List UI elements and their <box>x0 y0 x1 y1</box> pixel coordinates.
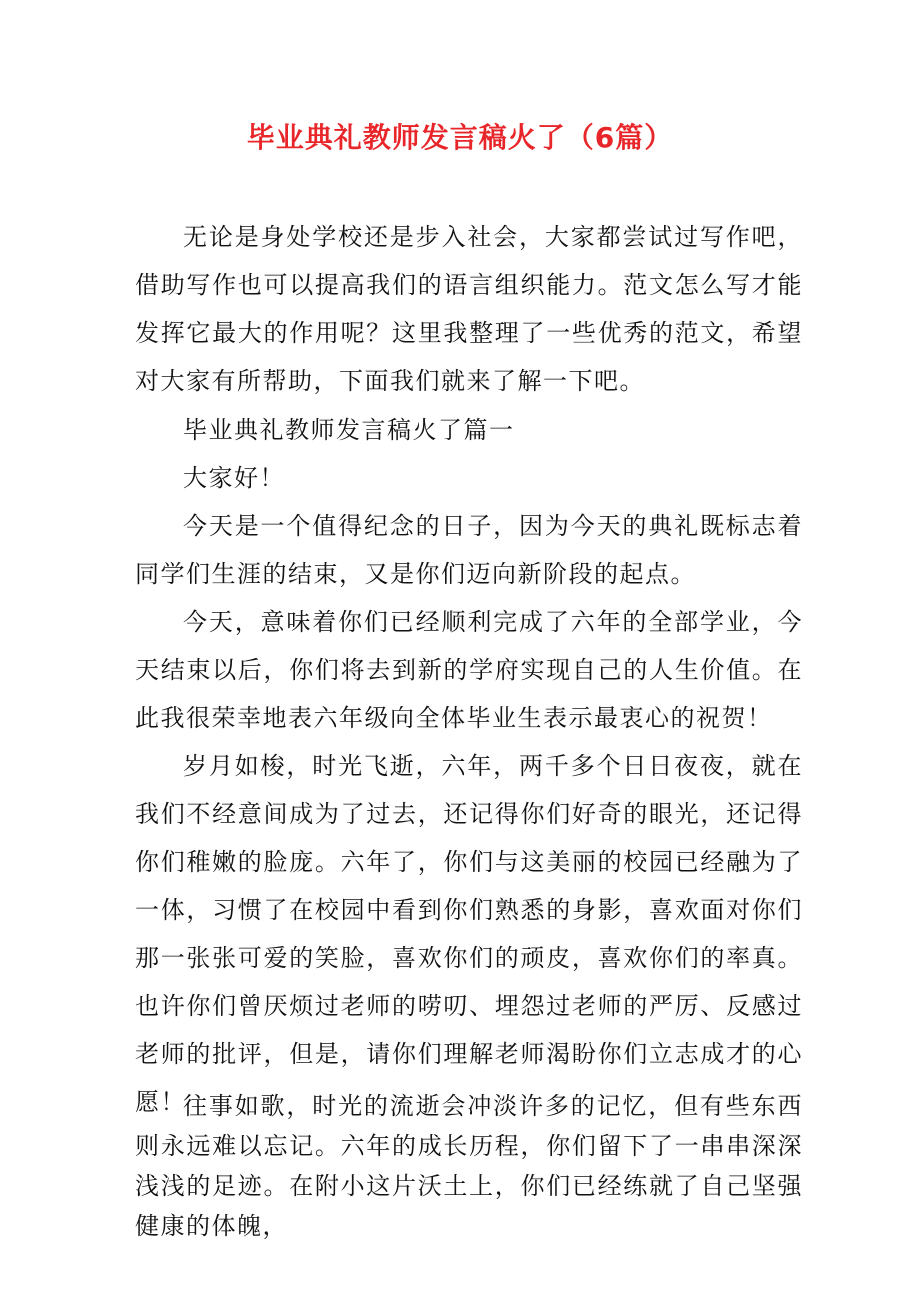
paragraph-block <box>135 742 803 1126</box>
section-heading: 毕业典礼教师发言稿火了篇一 <box>183 416 515 444</box>
paragraph-block <box>135 502 803 598</box>
paragraph-text: 岁月如梭，时光飞逝，六年，两千多个日日夜夜，就在我们不经意间成为了过去，还记得你们好奇的眼光，还记得你们稚嫩的脸庞。六年了，你们与这美丽的校园已经融为了一体，习惯了在校园中看到你们熟悉的身影，喜欢面对你们那一张张可爱的笑脸，喜欢你们的顽皮，喜欢你们的率真。也许你们曾厌烦过老师的唠叨、埋怨过老师的严厉、反感过老师的批评，但是，请你们理解老师渴盼你们立志成才的心愿！ <box>135 752 803 1116</box>
greeting-text: 大家好！ <box>183 464 285 492</box>
paragraph-text: 今天是一个值得纪念的日子，因为今天的典礼既标志着同学们生涯的结束，又是你们迈向新阶段的起点。 <box>135 512 803 588</box>
paragraph-text: 往事如歌，时光的流逝会冲淡许多的记忆，但有些东西则永远难以忘记。六年的成长历程，你们留下了一串串深深浅浅的足迹。在附小这片沃土上，你们已经练就了自己坚强健康的体魄， <box>135 1092 803 1240</box>
paragraph-text: 今天，意味着你们已经顺利完成了六年的全部学业，今天结束以后，你们将去到新的学府实现自己的人生价值。在此我很荣幸地表六年级向全体毕业生表示最衷心的祝贺！ <box>135 608 803 732</box>
greeting-block <box>135 454 803 502</box>
paragraph-block <box>135 598 803 742</box>
intro-text: 无论是身处学校还是步入社会，大家都尝试过写作吧，借助写作也可以提高我们的语言组织能力。范文怎么写才能发挥它最大的作用呢？这里我整理了一些优秀的范文，希望对大家有所帮助，下面我们就来了解一下吧。 <box>135 223 803 395</box>
document-title: 毕业典礼教师发言稿火了（6篇） <box>246 121 674 154</box>
intro-paragraph <box>135 213 803 405</box>
section-heading-block <box>135 406 803 454</box>
paragraph-block <box>135 1086 803 1246</box>
